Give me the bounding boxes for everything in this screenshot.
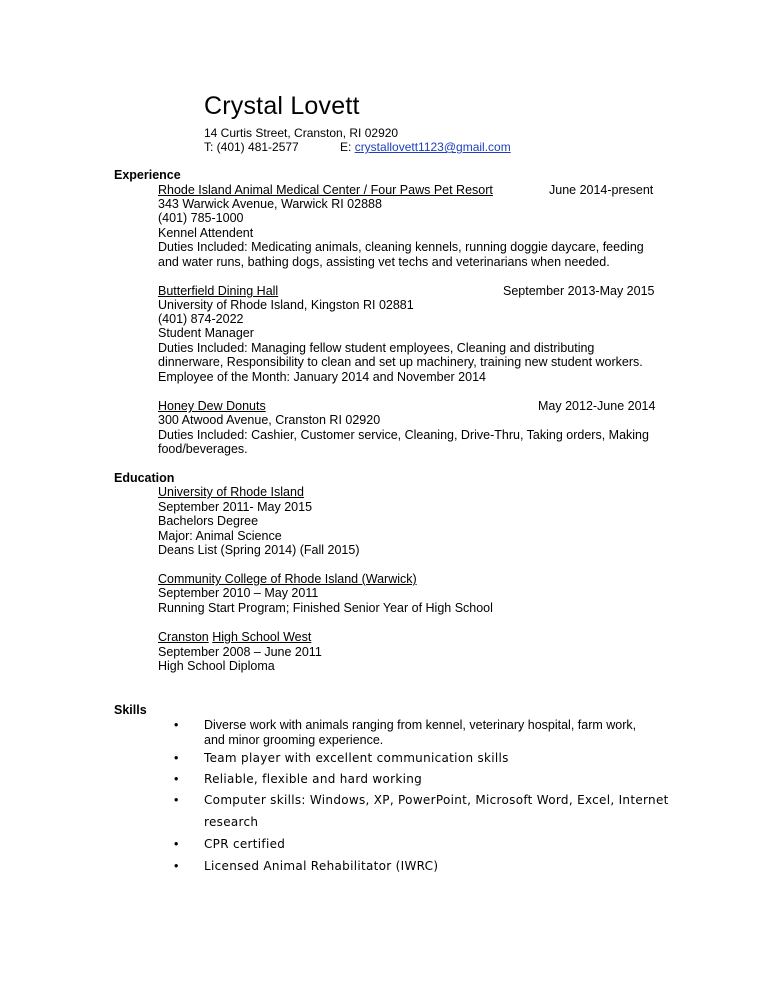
- job-line: food/beverages.: [158, 442, 248, 456]
- job-dates: May 2012-June 2014: [538, 399, 656, 413]
- job-line: (401) 785-1000: [158, 211, 244, 225]
- skill-item: Reliable, flexible and hard working: [204, 772, 423, 786]
- school-line: Running Start Program; Finished Senior Year of High School: [158, 601, 493, 615]
- bullet-icon: •: [174, 793, 179, 807]
- job-line: (401) 874-2022: [158, 312, 244, 326]
- school-line: Deans List (Spring 2014) (Fall 2015): [158, 543, 360, 557]
- experience-heading: Experience: [114, 168, 181, 182]
- school-line: High School Diploma: [158, 659, 275, 673]
- school-line: Bachelors Degree: [158, 514, 259, 528]
- bullet-icon: •: [174, 751, 179, 765]
- school-name: Community College of Rhode Island (Warwick): [158, 572, 417, 586]
- skill-item: Licensed Animal Rehabilitator (IWRC): [204, 859, 439, 873]
- education-heading: Education: [114, 471, 175, 485]
- school-line: September 2010 – May 2011: [158, 586, 319, 600]
- job-line: University of Rhode Island, Kingston RI 02881: [158, 298, 414, 312]
- bullet-icon: •: [174, 859, 179, 873]
- job-employer: Butterfield Dining Hall: [158, 284, 279, 298]
- school-name-part: High School West: [212, 630, 312, 644]
- job-employer: Honey Dew Donuts: [158, 399, 266, 413]
- school-line: Major: Animal Science: [158, 529, 282, 543]
- email-label: E:: [340, 140, 352, 154]
- skill-item: Computer skills: Windows, XP, PowerPoint, Microsoft Word, Excel, Internet: [204, 793, 669, 807]
- skill-item-continued: research: [204, 815, 259, 829]
- job-line: 343 Warwick Avenue, Warwick RI 02888: [158, 197, 382, 211]
- skill-item: CPR certified: [204, 837, 286, 851]
- job-line: Duties Included: Managing fellow student employees, Cleaning and distributing: [158, 341, 595, 355]
- resume-name: Crystal Lovett: [204, 92, 360, 120]
- skills-heading: Skills: [114, 703, 147, 717]
- school-name: [158, 630, 311, 644]
- skill-item: Diverse work with animals ranging from kennel, veterinary hospital, farm work,: [204, 718, 637, 732]
- job-dates: June 2014-present: [549, 183, 654, 197]
- job-line: and water runs, bathing dogs, assisting vet techs and veterinarians when needed.: [158, 255, 610, 269]
- school-name: University of Rhode Island: [158, 485, 304, 499]
- job-dates: September 2013-May 2015: [503, 284, 655, 298]
- bullet-icon: •: [174, 837, 179, 851]
- school-name-part: Cranston: [158, 630, 209, 644]
- job-line: Kennel Attendent: [158, 226, 254, 240]
- school-line: September 2008 – June 2011: [158, 645, 322, 659]
- skill-item-continued: and minor grooming experience.: [204, 733, 384, 747]
- job-line: Student Manager: [158, 326, 254, 340]
- bullet-icon: •: [174, 772, 179, 786]
- email-line: [340, 140, 511, 154]
- job-line: Duties Included: Cashier, Customer service, Cleaning, Drive-Thru, Taking orders, Making: [158, 428, 649, 442]
- job-employer: Rhode Island Animal Medical Center / Four Paws Pet Resort: [158, 183, 493, 197]
- address: 14 Curtis Street, Cranston, RI 02920: [204, 126, 399, 140]
- job-line: 300 Atwood Avenue, Cranston RI 02920: [158, 413, 381, 427]
- job-line: Duties Included: Medicating animals, cleaning kennels, running doggie daycare, feeding: [158, 240, 644, 254]
- bullet-icon: •: [174, 718, 179, 732]
- school-line: September 2011- May 2015: [158, 500, 313, 514]
- job-line: dinnerware, Responsibility to clean and set up machinery, training new student workers.: [158, 355, 643, 369]
- job-line: Employee of the Month: January 2014 and November 2014: [158, 370, 486, 384]
- phone: T: (401) 481-2577: [204, 140, 299, 154]
- email-link[interactable]: crystallovett1123@gmail.com: [354, 140, 511, 154]
- skill-item: Team player with excellent communication skills: [204, 751, 509, 765]
